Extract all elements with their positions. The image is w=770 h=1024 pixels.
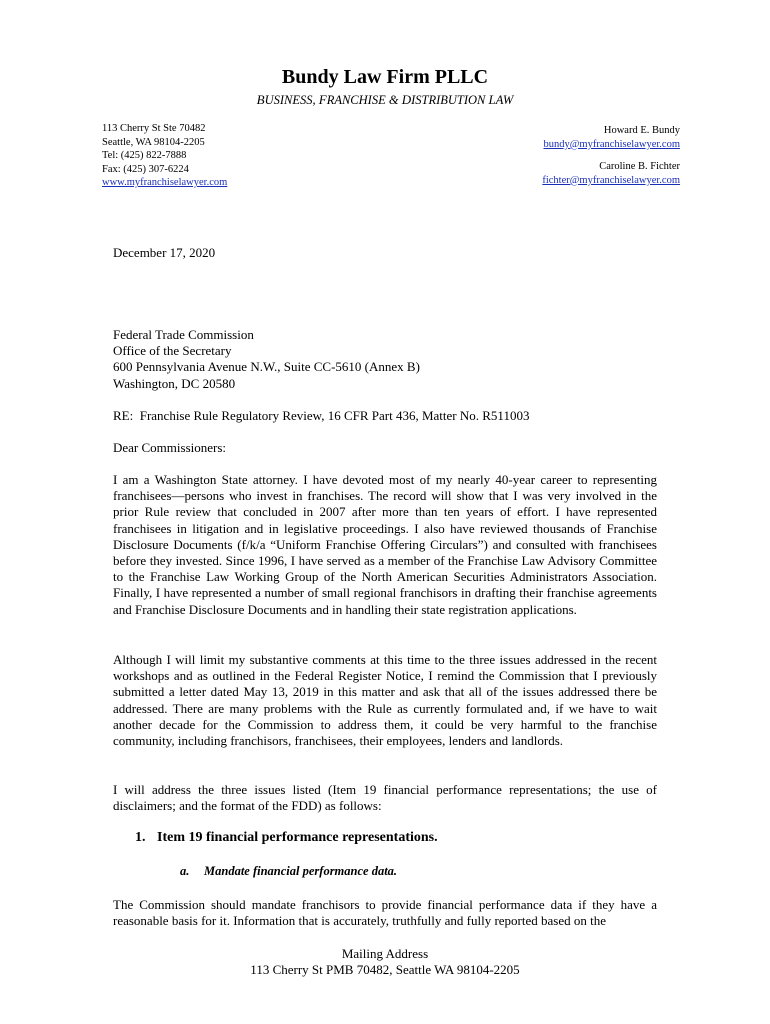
fax-line: Fax: (425) 307-6224	[102, 163, 189, 175]
section-number: 1.	[135, 830, 146, 845]
firm-tagline: BUSINESS, FRANCHISE & DISTRIBUTION LAW	[256, 92, 514, 107]
paragraph: I will address the three issues listed (Item 19 financial performance representations; the use of disclaimers; and the format of the FDD) as follows:	[113, 782, 657, 814]
paragraph: I am a Washington State attorney. I have devoted most of my nearly 40-year career to representing franchisees—persons who invest in franchises. The record will show that I was very involved in the prior Rule review that concluded in 2007 after more than ten years of effort. I have represented franchisees in litigation and in legislative proceedings. I also have reviewed thousands of Franchise Disclosure Documents (f/k/a “Uniform Franchise Offering Circulars”) and consulted with franchisees before they invested. Since 1996, I have served as a member of the Franchise Law Advisory Committee to the Franchise Law Working Group of the North American Securities Administrators Association. Finally, I have represented a number of small regional franchisors in drafting their franchise agreements and Franchise Disclosure Documents and in handling their state registration applications.	[113, 472, 657, 617]
section-title: Item 19 financial performance representations.	[157, 830, 438, 845]
phone-line: Tel: (425) 822-7888	[102, 150, 187, 162]
attorney-name: Howard E. Bundy	[603, 125, 680, 136]
attorney-email-link[interactable]: fichter@myfranchiselawyer.com	[542, 174, 680, 186]
subsection-heading	[180, 864, 397, 879]
address-line: Seattle, WA 98104-2205	[102, 136, 205, 148]
recipient-line: Federal Trade Commission	[113, 327, 254, 342]
footer-label: Mailing Address	[341, 946, 429, 961]
recipient-line: 600 Pennsylvania Avenue N.W., Suite CC-5610 (Annex B)	[113, 359, 420, 375]
section-heading	[135, 830, 438, 846]
re-line: RE: Franchise Rule Regulatory Review, 16 CFR Part 436, Matter No. R511003	[113, 408, 530, 423]
attorney-email-link[interactable]: bundy@myfranchiselawyer.com	[543, 138, 680, 150]
firm-name: Bundy Law Firm PLLC	[281, 66, 489, 88]
address-line: 113 Cherry St Ste 70482	[102, 123, 206, 134]
paragraph: The Commission should mandate franchisors to provide financial performance data if they have a reasonable basis for it. Information that is accurately, truthfully and fully reported based on the	[113, 897, 657, 929]
subsection-letter: a.	[180, 864, 190, 878]
footer-address: 113 Cherry St PMB 70482, Seattle WA 98104-2205	[250, 962, 520, 977]
salutation: Dear Commissioners:	[113, 440, 227, 455]
recipient-line: Washington, DC 20580	[113, 375, 236, 391]
subsection-title: Mandate financial performance data.	[204, 864, 398, 878]
website-link[interactable]: www.myfranchiselawyer.com	[102, 177, 228, 189]
attorney-name: Caroline B. Fichter	[599, 161, 680, 173]
attorney-block	[542, 124, 680, 187]
letter-date: December 17, 2020	[113, 245, 216, 260]
recipient-line: Office of the Secretary	[113, 343, 232, 359]
paragraph: Although I will limit my substantive comments at this time to the three issues addressed in the recent workshops and as outlined in the Federal Register Notice, I remind the Commission that I previously submitted a letter dated May 13, 2019 in this matter and ask that all of the issues addressed there be addressed. There are many problems with the Rule as currently formulated and, if we have to wait another decade for the Commission to address them, it could be very harmful to the franchise community, including franchisors, franchisees, their employees, lenders and landlords.	[113, 652, 657, 749]
firm-address-block	[102, 122, 227, 190]
recipient-address	[113, 327, 657, 392]
page-footer	[0, 946, 770, 978]
